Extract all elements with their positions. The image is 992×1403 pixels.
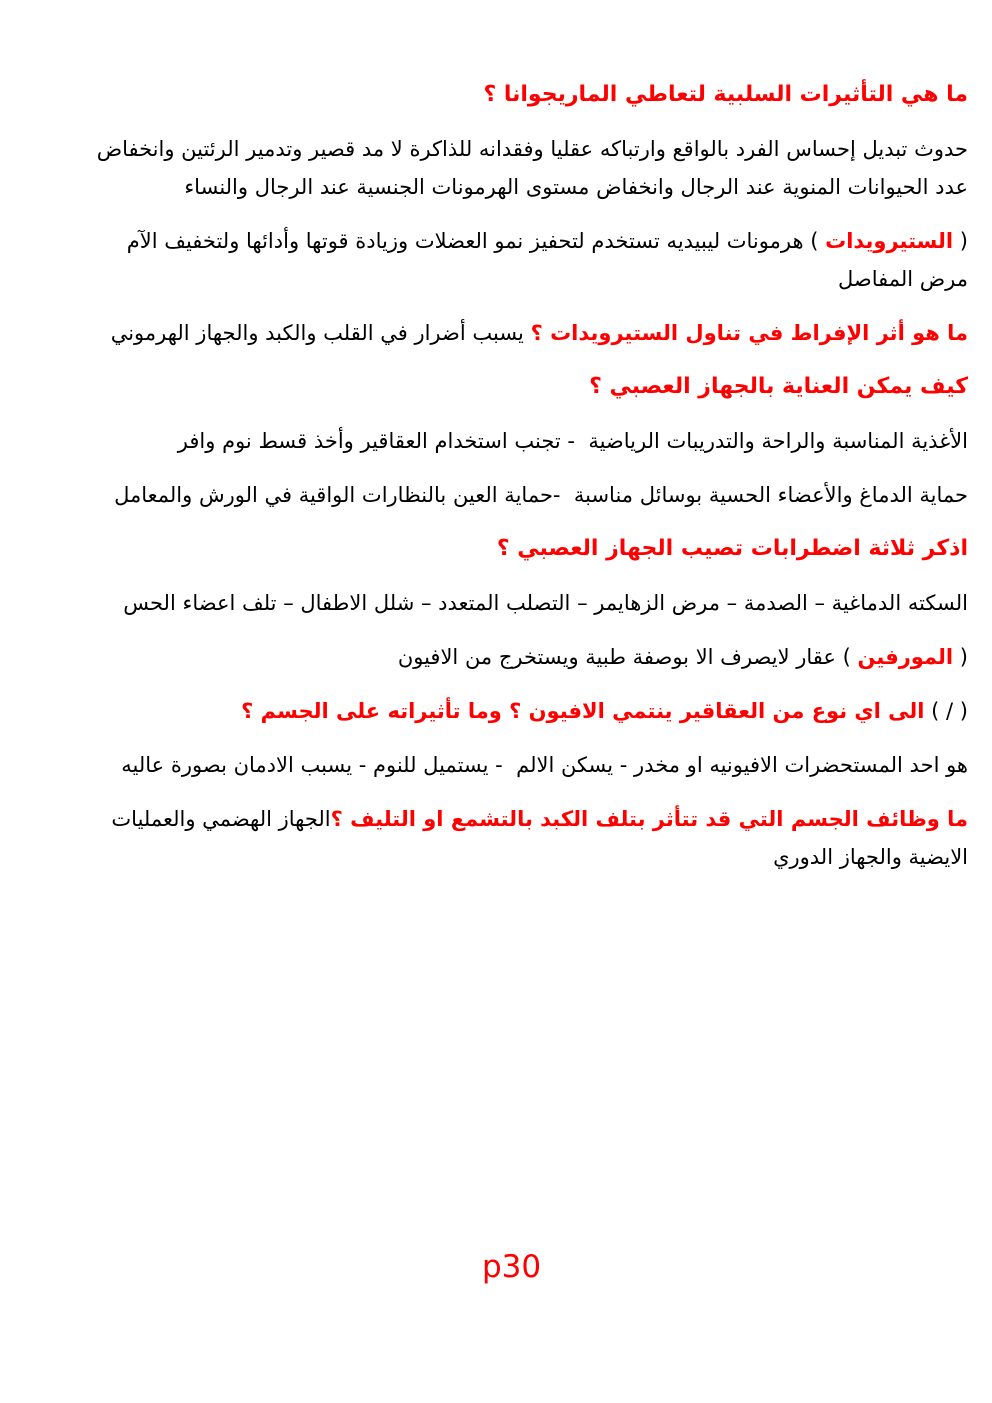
steroids-definition-line2: مرض المفاصل [837,267,968,291]
steroids-paren-open: ( [953,229,968,253]
question-liver-damage: ما وظائف الجسم التي قد تتأثر بتلف الكبد بالتشمع او التليف ؟ [330,807,968,831]
question-steroids-excess: ما هو أثر الإفراط في تناول الستيرويدات ؟ [530,321,968,345]
morphine-definition-text: ) عقار لايصرف الا بوصفة طبية ويستخرج من الافيون [397,645,858,669]
answer-nervous-care-line1: الأغذية المناسبة والراحة والتدريبات الرياضية - تجنب استخدام العقاقير وأخذ قسط نوم وافر [177,429,968,453]
steroids-term: الستيرويدات [825,229,954,253]
answer-liver-damage-line1: الجهاز الهضمي والعمليات [111,807,331,831]
page-number: p30 [481,1249,542,1285]
answer-nervous-care-line2: حماية الدماغ والأعضاء الحسية بوسائل مناسبة -حماية العين بالنظارات الواقية في الورش والمعامل [114,483,968,507]
opium-slash-prefix: ( / ) [924,699,968,723]
answer-marijuana [55,130,968,206]
definition-steroids [55,222,968,298]
question-nervous-disorders: اذكر ثلاثة اضطرابات تصيب الجهاز العصبي ؟ [496,536,968,561]
answer-opium: هو احد المستحضرات الافيونيه او مخدر - يسكن الالم - يستميل للنوم - يسبب الادمان بصورة عاليه [121,753,968,777]
answer-nervous-disorders: السكته الدماغية – الصدمة – مرض الزهايمر – التصلب المتعدد – شلل الاطفال – تلف اعضاء الحس [123,591,968,615]
morphine-paren-open: ( [953,645,968,669]
question-opium: الى اي نوع من العقاقير ينتمي الافيون ؟ وما تأثيراته على الجسم ؟ [241,699,925,723]
answer-marijuana-line1: حدوث تبديل إحساس الفرد بالواقع وارتباكه عقليا وفقدانه للذاكرة لا مد قصير وتدمير الرئتين وانخفاض [96,137,968,161]
morphine-term: المورفين [857,645,954,669]
question-opium-row [55,692,968,730]
question-nervous-care: كيف يمكن العناية بالجهاز العصبي ؟ [589,374,968,399]
answer-steroids-excess: يسبب أضرار في القلب والكبد والجهاز الهرموني [110,321,531,345]
steroids-definition-text: ) هرمونات ليبيديه تستخدم لتحفيز نمو العضلات وزيادة قوتها وأدائها ولتخفيف الآم [126,229,826,253]
answer-marijuana-line2: عدد الحيوانات المنوية عند الرجال وانخفاض مستوى الهرمونات الجنسية عند الرجال والنساء [184,175,968,199]
question-liver-damage-row [55,800,968,876]
definition-morphine [55,638,968,676]
answer-liver-damage-line2: الايضية والجهاز الدوري [773,845,968,869]
question-marijuana-effects: ما هي التأثيرات السلبية لتعاطي الماريجوانا ؟ [483,82,968,107]
question-steroids-excess-row [55,314,968,352]
